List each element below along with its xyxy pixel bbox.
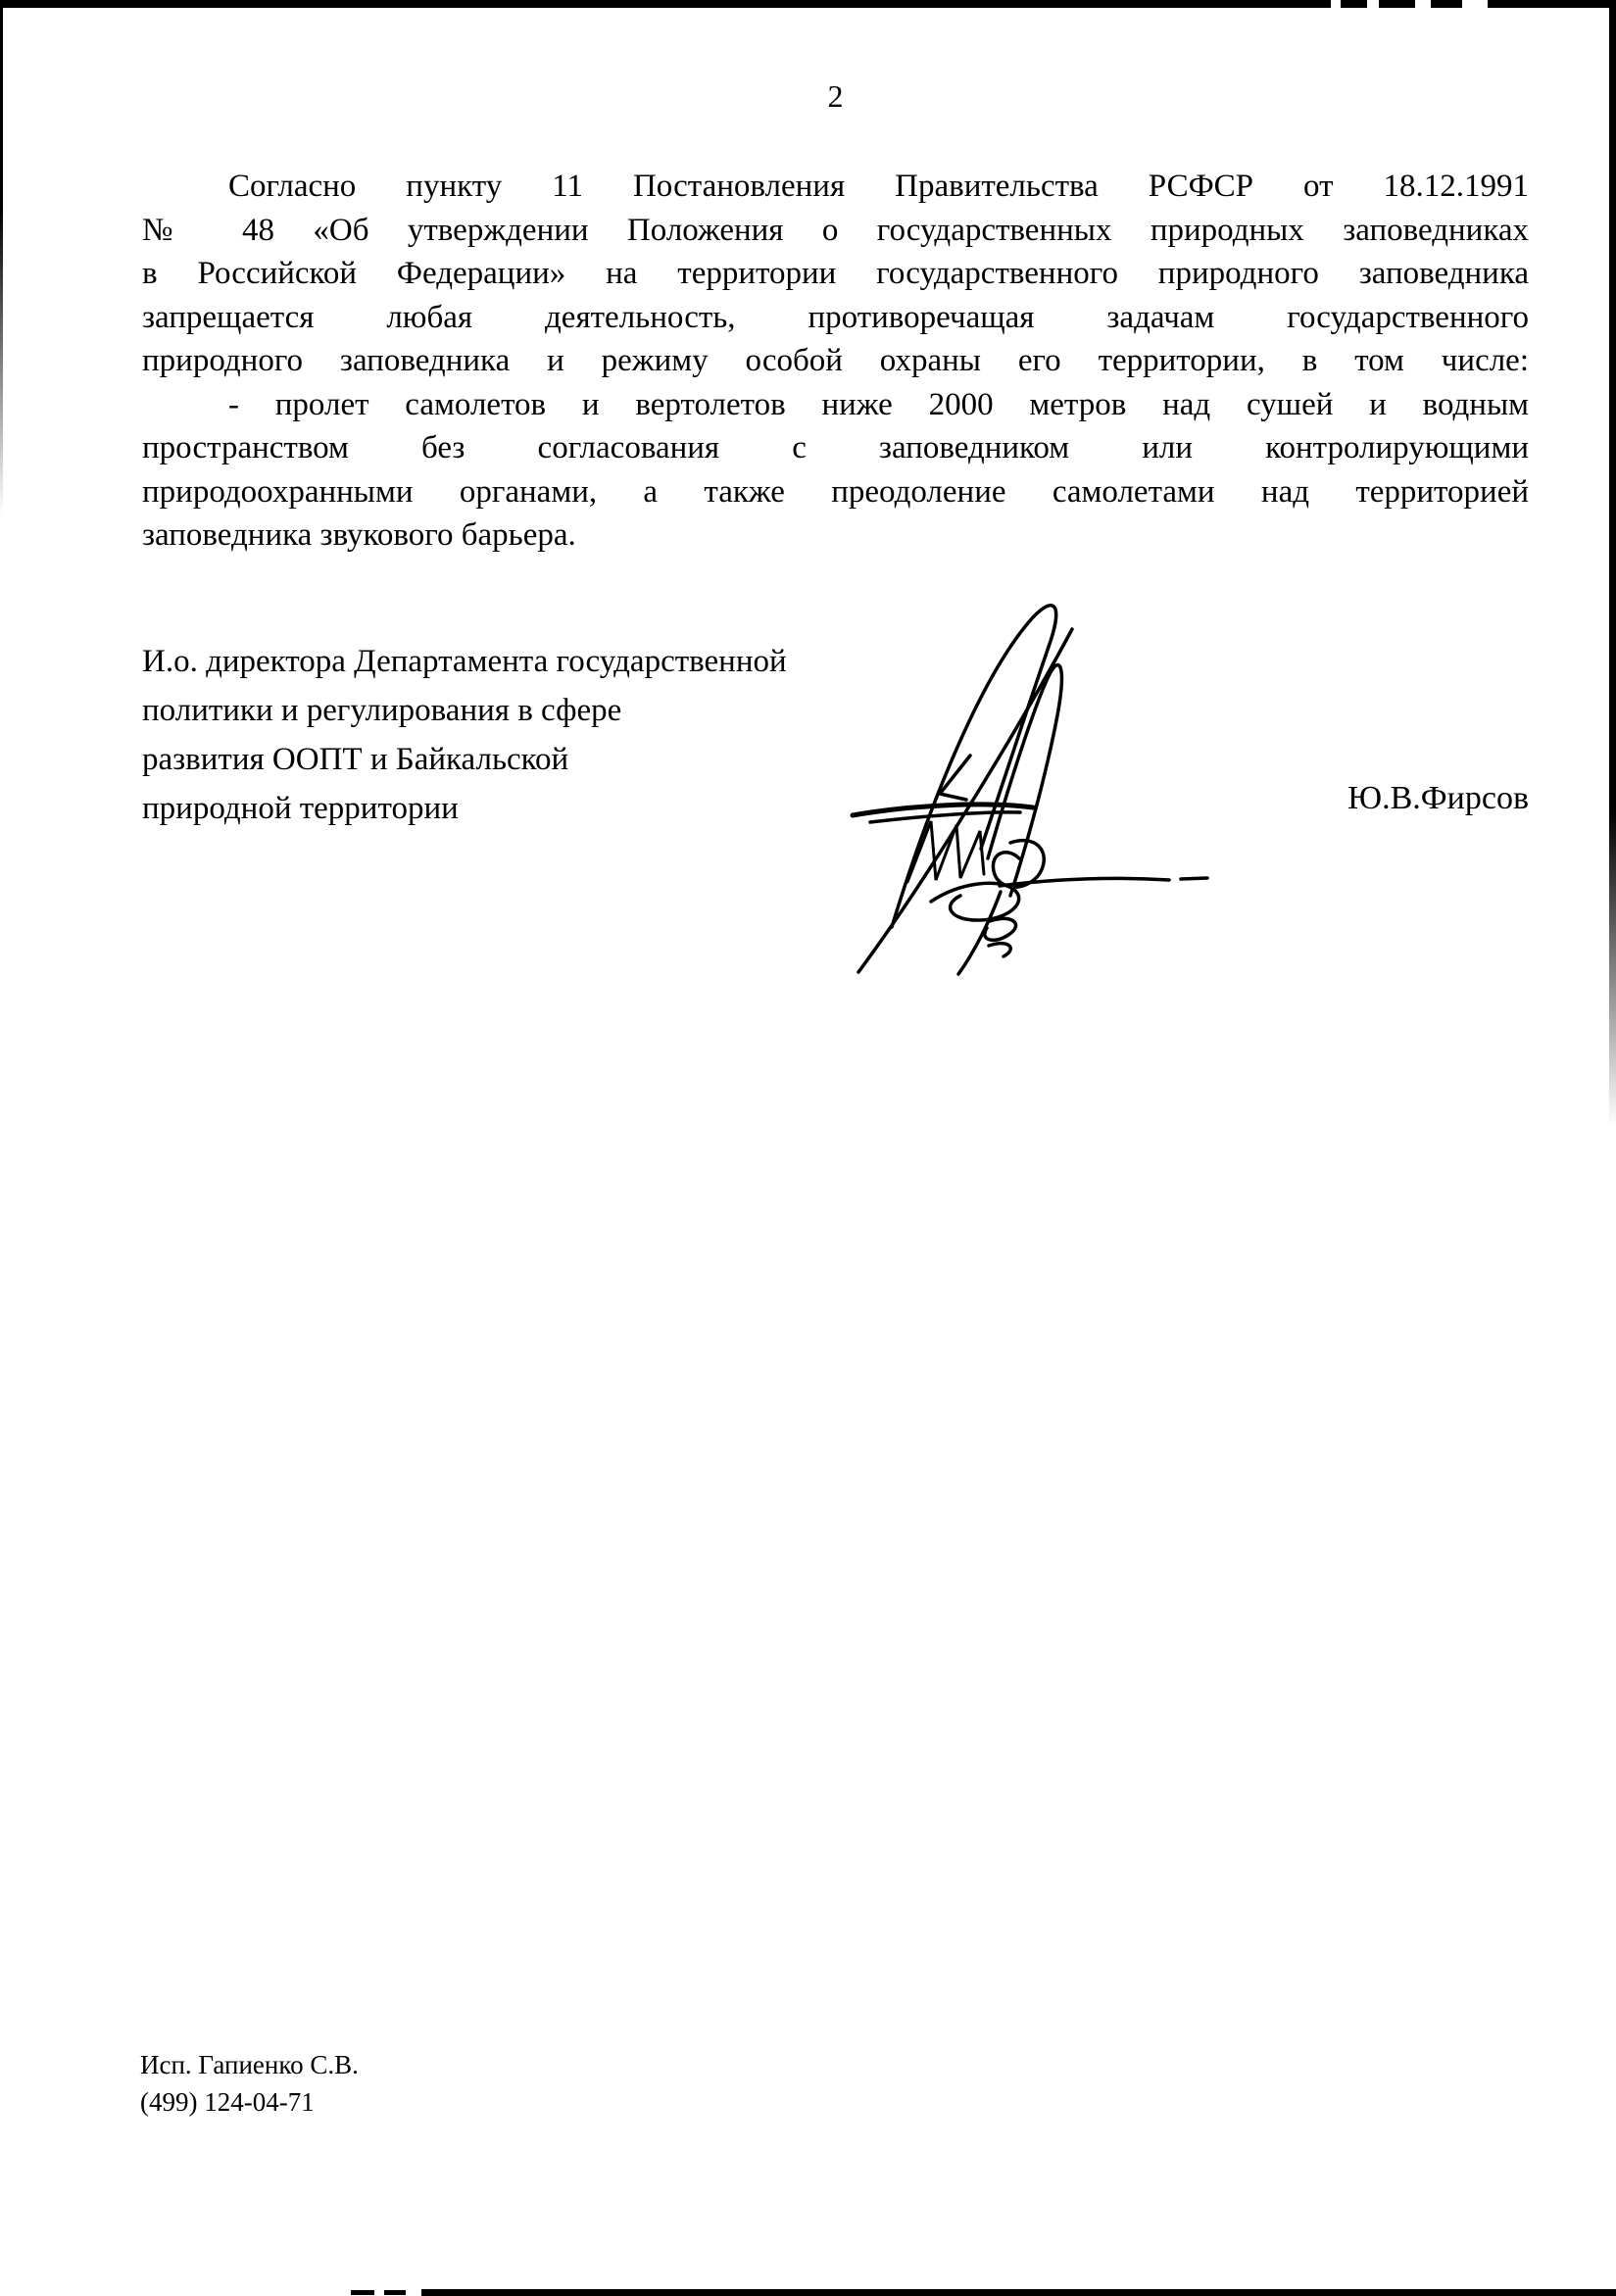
scan-edge-top-gap bbox=[1415, 0, 1431, 8]
scan-edge-top-gap bbox=[1331, 0, 1341, 8]
signer-title-line: природной территории bbox=[142, 791, 459, 826]
scan-edge-top-gap bbox=[1462, 0, 1488, 8]
paragraph-line: в Российской Федерации» на территории государственного природного заповедника bbox=[142, 256, 1529, 291]
paragraph-line: запрещается любая деятельность, противоречащая задачам государственного bbox=[142, 299, 1529, 335]
paragraph-line: - пролет самолетов и вертолетов ниже 2000 метров над сушей и водным bbox=[228, 386, 1529, 422]
paragraph-line: природоохранными органами, а также преодоление самолетами над территорией bbox=[142, 473, 1529, 510]
signer-title-line: развития ООПТ и Байкальской bbox=[142, 742, 569, 777]
paragraph-line: № 48 «Об утверждении Положения о государственных природных заповедниках bbox=[142, 212, 1529, 248]
body-text bbox=[142, 165, 1529, 558]
paragraph-line: заповедника звукового барьера. bbox=[142, 517, 576, 553]
signer-title-line: политики и регулирования в сфере bbox=[142, 693, 622, 728]
paragraph-line: Согласно пункту 11 Постановления Правительства РСФСР от 18.12.1991 bbox=[228, 169, 1529, 204]
executor-name: Исп. Гапиенко С.В. bbox=[140, 2050, 359, 2079]
page-number: 2 bbox=[827, 78, 844, 114]
signer-title-line: И.о. директора Департамента государственной bbox=[142, 644, 787, 679]
scan-edge-right bbox=[1609, 0, 1616, 1127]
executor-phone: (499) 124-04-71 bbox=[140, 2087, 315, 2117]
signer-title-block bbox=[142, 637, 808, 833]
signer-name: Ю.В.Фирсов bbox=[1347, 780, 1529, 816]
scan-edge-bottom bbox=[421, 2289, 1616, 2296]
scan-edge-top-gap bbox=[1367, 0, 1379, 8]
paragraph-line: природного заповедника и режиму особой охраны его территории, в том числе: bbox=[142, 343, 1529, 378]
scan-edge-left bbox=[0, 6, 3, 515]
scan-edge-bottom-dash bbox=[351, 2290, 374, 2295]
scan-edge-bottom-dash bbox=[384, 2290, 406, 2295]
footer-executor-block bbox=[140, 2046, 359, 2121]
paragraph-line: пространством без согласования с заповедником или контролирующими bbox=[142, 430, 1529, 465]
